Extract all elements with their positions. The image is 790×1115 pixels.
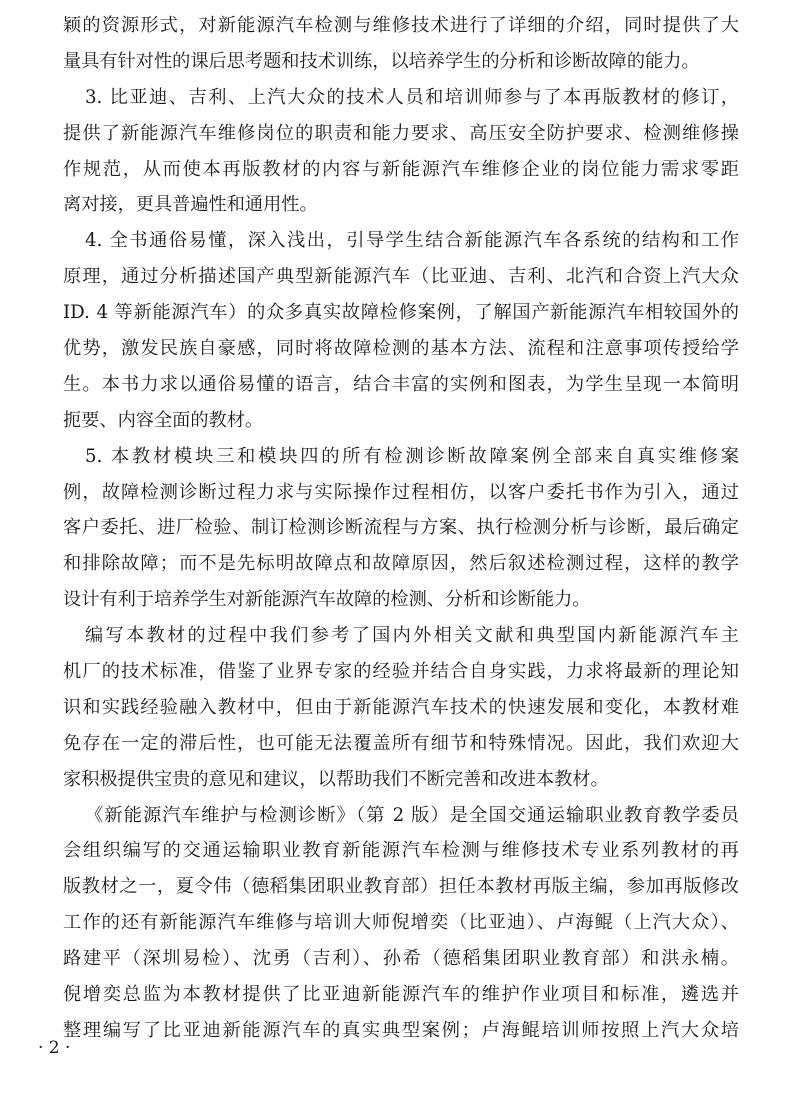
text-line: 《新能源汽车维护与检测诊断》（第 2 版）是全国交通运输职业教育教学委员: [85, 804, 739, 826]
text-line: 颖的资源形式，对新能源汽车检测与维修技术进行了详细的介绍，同时提供了大: [63, 15, 739, 36]
page-number: · 2 ·: [38, 1038, 71, 1058]
text-line: 免存在一定的滞后性，也可能无法覆盖所有细节和特殊情况。因此，我们欢迎大: [63, 732, 739, 754]
text-line: 倪增奕总监为本教材提供了比亚迪新能源汽车的维护作业项目和标准，遴选并: [63, 984, 739, 1006]
text-line: 设计有利于培养学生对新能源汽车故障的检测、分析和诊断能力。: [63, 589, 591, 611]
text-line: 机厂的技术标准，借鉴了业界专家的经验并结合自身实践，力求将最新的理论知: [63, 661, 739, 683]
text-line: 原理，通过分析描述国产典型新能源汽车（比亚迪、吉利、北汽和合资上汽大众: [63, 266, 739, 288]
text-line: 作规范，从而使本再版教材的内容与新能源汽车维修企业的岗位能力需求零距: [63, 158, 739, 180]
text-line: 扼要、内容全面的教材。: [63, 409, 264, 431]
text-line: 优势，激发民族自豪感，同时将故障检测的基本方法、流程和注意事项传授给学: [63, 338, 739, 360]
text-line: 5. 本教材模块三和模块四的所有检测诊断故障案例全部来自真实维修案: [85, 445, 739, 467]
text-line: 会组织编写的交通运输职业教育新能源汽车检测与维修技术专业系列教材的再: [63, 840, 739, 862]
text-line: 识和实践经验融入教材中，但由于新能源汽车技术的快速发展和变化，本教材难: [63, 696, 739, 718]
text-line: 工作的还有新能源汽车维修与培训大师倪增奕（比亚迪）、卢海鲲（上汽大众）、: [63, 912, 739, 934]
text-line: 提供了新能源汽车维修岗位的职责和能力要求、高压安全防护要求、检测维修操: [63, 122, 739, 144]
text-line: 生。本书力求以通俗易懂的语言，结合丰富的实例和图表，为学生呈现一本简明: [63, 373, 739, 395]
text-line: 路建平（深圳易检）、沈勇（吉利）、孙希（德稻集团职业教育部）和洪永楠。: [63, 948, 739, 970]
text-line: ID. 4 等新能源汽车）的众多真实故障检修案例，了解国产新能源汽车相较国外的: [63, 302, 739, 324]
text-line: 和排除故障；而不是先标明故障点和故障原因，然后叙述检测过程，这样的教学: [63, 553, 739, 575]
text-line: 3. 比亚迪、吉利、上汽大众的技术人员和培训师参与了本再版教材的修订，: [85, 86, 739, 108]
text-line: 量具有针对性的课后思考题和技术训练，以培养学生的分析和诊断故障的能力。: [63, 50, 700, 72]
text-line: 4. 全书通俗易懂，深入浅出，引导学生结合新能源汽车各系统的结构和工作: [85, 230, 739, 252]
text-line: 整理编写了比亚迪新能源汽车的真实典型案例；卢海鲲培训师按照上汽大众培: [63, 1019, 739, 1041]
document-body: [63, 8, 739, 1049]
text-line: 例，故障检测诊断过程力求与实际操作过程相仿，以客户委托书作为引入，通过: [63, 481, 739, 503]
text-line: 版教材之一，夏令伟（德稻集团职业教育部）担任本教材再版主编，参加再版修改: [63, 876, 739, 898]
text-line: 编写本教材的过程中我们参考了国内外相关文献和典型国内新能源汽车主: [85, 625, 739, 647]
text-line: 离对接，更具普遍性和通用性。: [63, 194, 318, 216]
text-line: 家积极提供宝贵的意见和建议，以帮助我们不断完善和改进本教材。: [63, 768, 609, 790]
text-line: 客户委托、进厂检验、制订检测诊断流程与方案、执行检测分析与诊断，最后确定: [63, 517, 739, 539]
